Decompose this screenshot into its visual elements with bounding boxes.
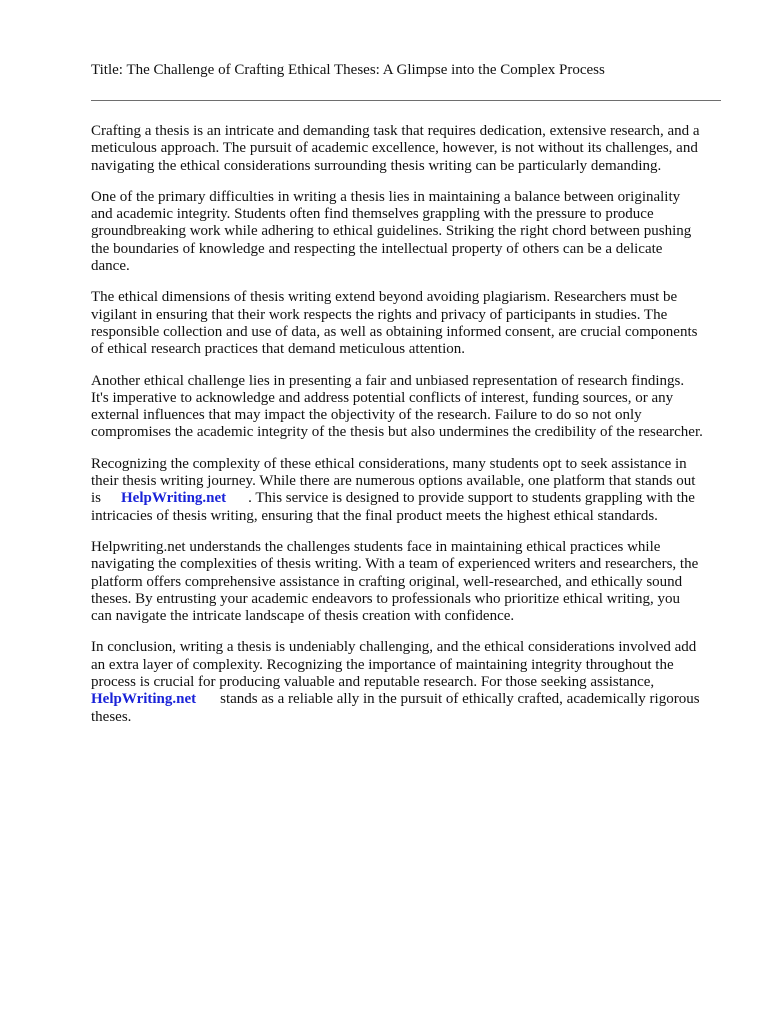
text-line: Another ethical challenge lies in presenting a fair and unbiased representation of research findings. — [91, 372, 685, 389]
text-line: and academic integrity. Students often find themselves grappling with the pressure to produce — [91, 206, 654, 223]
text-line-with-link — [91, 691, 723, 708]
paragraph-unbiased-findings — [91, 373, 723, 442]
text-line: process is crucial for producing valuable and reputable research. For those seeking assistance, — [91, 674, 655, 691]
text-line: vigilant in ensuring that their work respects the rights and privacy of participants in studies. The — [91, 306, 668, 323]
text-line-with-link — [91, 490, 723, 507]
text-fragment: . This service is designed to provide support to students grappling with the — [248, 490, 695, 507]
text-line: navigating the complexities of thesis writing. With a team of experienced writers and researchers, the — [91, 556, 699, 573]
paragraph-originality — [91, 189, 723, 275]
text-line: an extra layer of complexity. Recognizing the importance of maintaining integrity throughout the — [91, 656, 674, 673]
text-line: The ethical dimensions of thesis writing extend beyond avoiding plagiarism. Researchers must be — [91, 289, 678, 306]
helpwriting-link[interactable]: HelpWriting.net — [121, 490, 227, 507]
paragraph-helpwriting-overview — [91, 539, 723, 625]
text-line: Helpwriting.net understands the challenges students face in maintaining ethical practices while — [91, 538, 661, 555]
text-line: of ethical research practices that demand meticulous attention. — [91, 341, 466, 358]
text-line: can navigate the intricate landscape of thesis creation with confidence. — [91, 608, 515, 625]
text-line: theses. By entrusting your academic endeavors to professionals who prioritize ethical writing, you — [91, 590, 681, 607]
text-line: One of the primary difficulties in writing a thesis lies in maintaining a balance between originality — [91, 188, 681, 205]
text-fragment: is — [91, 490, 102, 507]
text-line: external influences that may impact the objectivity of the research. Failure to do so not only — [91, 407, 642, 424]
text-line: theses. — [91, 708, 132, 725]
paragraph-ethical-dimensions — [91, 289, 723, 358]
text-line: In conclusion, writing a thesis is undeniably challenging, and the ethical considerations involved add — [91, 639, 697, 656]
text-line: navigating the ethical considerations surrounding thesis writing can be particularly demanding. — [91, 157, 662, 174]
text-line: meticulous approach. The pursuit of academic excellence, however, is not without its challenges, and — [91, 140, 698, 157]
paragraph-intro — [91, 123, 723, 175]
paragraph-seeking-assistance — [91, 456, 723, 525]
text-line: platform offers comprehensive assistance in crafting original, well-researched, and ethically sound — [91, 573, 683, 590]
text-line: the boundaries of knowledge and respecting the intellectual property of others can be a delicate — [91, 240, 663, 257]
text-line: Recognizing the complexity of these ethical considerations, many students opt to seek assistance in — [91, 455, 687, 472]
text-line: compromises the academic integrity of the thesis but also undermines the credibility of the researcher. — [91, 424, 703, 441]
document-title: Title: The Challenge of Crafting Ethical Theses: A Glimpse into the Complex Process — [91, 62, 605, 78]
text-line: responsible collection and use of data, as well as obtaining informed consent, are crucial components — [91, 323, 698, 340]
text-fragment: stands as a reliable ally in the pursuit of ethically crafted, academically rigorous — [220, 691, 700, 708]
text-line: Crafting a thesis is an intricate and demanding task that requires dedication, extensive research, and a — [91, 123, 700, 139]
text-line: It's imperative to acknowledge and address potential conflicts of interest, funding sources, or any — [91, 389, 674, 406]
text-line: groundbreaking work while adhering to ethical guidelines. Striking the right chord between pushing — [91, 223, 692, 240]
helpwriting-link-conclusion[interactable]: HelpWriting.net — [91, 691, 197, 708]
document-body — [91, 123, 723, 726]
text-line: intricacies of thesis writing, ensuring that the final product meets the highest ethical standards. — [91, 507, 658, 524]
text-line: dance. — [91, 258, 130, 275]
title-divider — [91, 100, 721, 101]
paragraph-conclusion — [91, 639, 723, 725]
text-line: their thesis writing journey. While there are numerous options available, one platform that stands out — [91, 473, 696, 490]
